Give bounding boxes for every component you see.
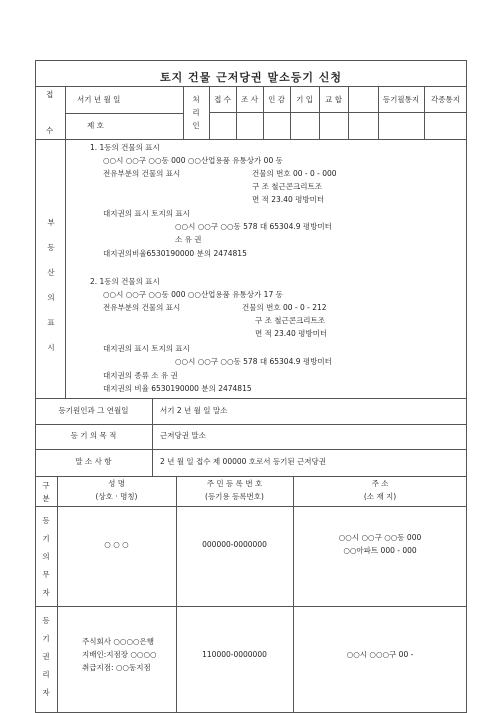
divider [176,476,177,713]
divider [263,86,264,139]
col-addr-subheader: (소 재 지) [363,492,397,501]
divider [35,398,467,399]
property-side-label: 부동산의표시 [47,218,55,352]
rightholder-id: 110000-0000000 [202,650,267,659]
divider [35,476,467,477]
cause-value: 서기 2 년 월 일 말소 [160,406,228,415]
obligor-address-line2: ○○아파트 000 - 000 [343,546,417,555]
item1-structure: 구 조 철근콘크리트조 [252,182,322,191]
cancel-label: 말 소 사 항 [75,457,112,466]
item2-bldg-no: 건물의 번호 00 - 0 - 212 [242,303,327,312]
rightholder-address: ○○시 ○○○구 00 - [346,650,414,659]
reception-label-su: 수 [46,126,54,135]
item1-area: 면 적 23.40 평방미터 [252,195,325,204]
item2-land-location: ○○시 ○○구 ○○동 578 대 65304.9 평방미터 [175,357,332,366]
obligor-address-line1: ○○시 ○○구 ○○동 000 [338,533,422,542]
reception-label-jeop: 접 [46,90,54,99]
obligor-name: ○ ○ ○ [104,540,129,549]
divider [378,86,379,139]
stamp-header-jeopsu: 접 수 [214,95,231,104]
stamp-header-josa: 조 사 [241,95,258,104]
item1-land-label: 대지권의 표시 토지의 표시 [103,209,190,218]
item2-land-kind: 대지권의 종류 소 유 권 [103,371,178,380]
col-id-subheader: (등기용 등록번호) [205,492,264,501]
col-name-header: 성 명 [108,479,125,488]
item1-location: ○○시 ○○구 ○○동 000 ○○산업용품 유통상가 00 동 [103,156,283,165]
divider [319,86,320,139]
divider [236,86,237,139]
purpose-label: 등 기 의 목 적 [70,431,117,440]
item1-land-type: 소 유 권 [175,235,202,244]
divider [290,86,291,139]
divider [35,449,467,450]
divider [183,86,184,139]
rightholder-name-line2: 지배인:지점장 ○○○○ [82,650,157,659]
item1-land-location: ○○시 ○○구 ○○동 578 대 65304.9 평방미터 [175,222,332,231]
obligor-id: 000000-0000000 [202,540,267,549]
divider [348,86,349,139]
application-form [35,60,467,713]
cancel-value: 2 년 월 일 접수 제 00000 호로서 등기된 근저당권 [160,457,327,466]
rightholder-label: 등기권리자 [42,616,50,697]
obligor-label: 등기의무자 [42,516,50,597]
divider [209,112,467,113]
rightholder-name-line1: 주식회사 ○○○○은행 [82,637,155,646]
reception-number: 제 호 [87,121,104,130]
stamp-header-gyohap: 교 합 [325,95,342,104]
col-kind-header: 구분 [42,481,50,503]
item2-land-label: 대지권의 표시 토지의 표시 [103,344,190,353]
divider [35,86,467,87]
divider [35,139,467,140]
purpose-value: 근저당권 말소 [160,431,206,440]
stamp-header-completion-notice: 등기필통지 [382,95,420,104]
item2-area: 면 적 23.40 평방미터 [255,329,328,338]
processor-label: 처리인 [192,95,200,130]
stamp-header-gi-ip: 기 입 [296,95,313,104]
divider [152,398,153,476]
item2-location: ○○시 ○○구 ○○동 000 ○○산업용품 유통상가 17 동 [103,290,283,299]
col-id-header: 주 민 등 록 번 호 [206,479,263,488]
divider [35,424,467,425]
rightholder-name-line3: 취급지점: ○○동지점 [82,663,151,672]
item1-ratio: 대지권의비율6530190000 분의 2474815 [103,249,247,258]
item2-heading: 2. 1동의 건물의 표시 [90,277,160,286]
divider [35,606,467,607]
cause-label: 등기원인과 그 연월일 [58,406,129,415]
item2-exclusive-label: 전유부분의 건물의 표시 [103,303,181,312]
stamp-header-notices: 각종통지 [431,95,460,104]
divider [293,476,294,713]
reception-date: 서기 년 월 일 [77,95,121,104]
divider [424,86,425,139]
stamp-header-ingam: 인 감 [268,95,285,104]
col-addr-header: 주 소 [371,479,389,488]
item1-exclusive-label: 전유부분의 건물의 표시 [103,169,181,178]
col-name-subheader: (상호 · 명칭) [95,492,138,501]
item1-bldg-no: 건물의 번호 00 - 0 - 000 [252,169,337,178]
divider [65,113,183,114]
divider [65,139,66,398]
item2-ratio: 대지권의 비율 6530190000 분의 2474815 [103,384,252,393]
divider [35,506,467,507]
item2-structure: 구 조 철근콘크리트조 [255,316,325,325]
divider [57,476,58,713]
form-title: 토지 건물 근저당권 말소등기 신청 [159,71,343,84]
item1-heading: 1. 1동의 건물의 표시 [90,143,160,152]
